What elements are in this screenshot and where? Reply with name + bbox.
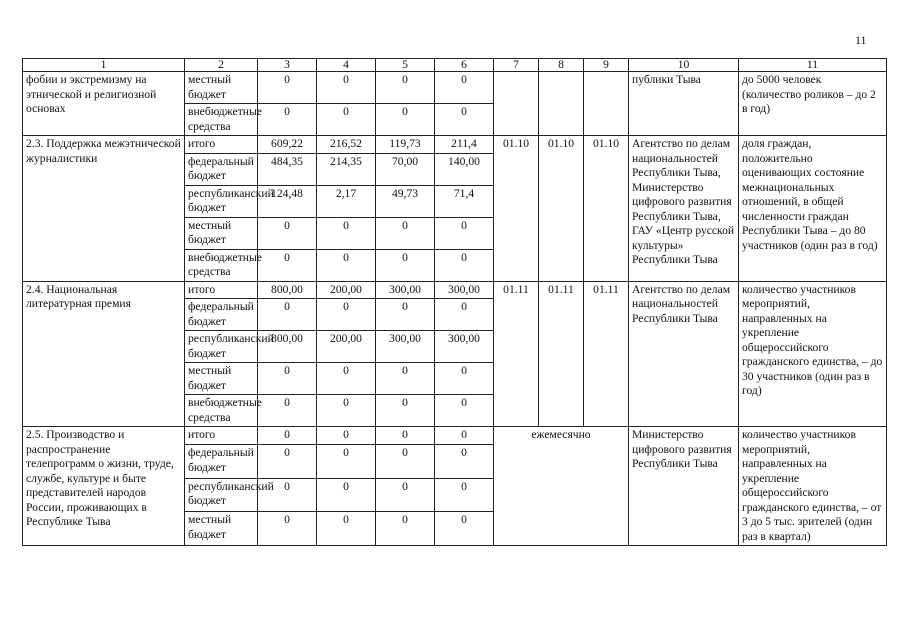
header-row	[23, 59, 887, 72]
col-header: 7	[494, 59, 539, 72]
amount-cell: 49,73	[376, 185, 435, 217]
date-cell: 01.11	[539, 281, 584, 427]
executor-cell: Агентство по делам национальностей Республики Тыва	[629, 281, 739, 427]
amount-cell: 0	[376, 217, 435, 249]
amount-cell: 0	[435, 427, 494, 445]
amount-cell: 0	[317, 445, 376, 479]
amount-cell: 0	[435, 217, 494, 249]
funding-source: федеральный бюджет	[185, 153, 258, 185]
amount-cell: 484,35	[258, 153, 317, 185]
amount-cell: 0	[376, 363, 435, 395]
funding-source: итого	[185, 281, 258, 299]
funding-source: итого	[185, 427, 258, 445]
funding-source: местный бюджет	[185, 512, 258, 546]
amount-cell: 140,00	[435, 153, 494, 185]
amount-cell: 0	[258, 445, 317, 479]
col-header: 1	[23, 59, 185, 72]
amount-cell: 0	[435, 478, 494, 512]
amount-cell: 0	[258, 72, 317, 104]
date-cell: 01.11	[584, 281, 629, 427]
amount-cell: 0	[258, 363, 317, 395]
amount-cell: 0	[317, 478, 376, 512]
date-cell	[494, 72, 539, 136]
amount-cell: 214,35	[317, 153, 376, 185]
amount-cell: 0	[376, 445, 435, 479]
amount-cell: 0	[317, 299, 376, 331]
col-header: 4	[317, 59, 376, 72]
amount-cell: 0	[435, 445, 494, 479]
measure-name: 2.3. Поддержка межэтнической журналистики	[23, 136, 185, 282]
indicator-cell: количество участников мероприятий, направленных на укрепление общероссийского гражданского единства, – до 30 участников (один раз в год)	[739, 281, 887, 427]
amount-cell: 71,4	[435, 185, 494, 217]
amount-cell: 216,52	[317, 136, 376, 154]
amount-cell: 0	[258, 512, 317, 546]
amount-cell: 200,00	[317, 281, 376, 299]
measure-name: фобии и экстремизму на этнической и религиозной основах	[23, 72, 185, 136]
amount-cell: 200,00	[317, 331, 376, 363]
amount-cell: 0	[317, 249, 376, 281]
amount-cell: 300,00	[435, 331, 494, 363]
executor-cell: Агентство по делам национальностей Республики Тыва, Министерство цифрового развития Республики Тыва, ГАУ «Центр русской культуры» Республики Тыва	[629, 136, 739, 282]
amount-cell: 0	[435, 512, 494, 546]
amount-cell: 800,00	[258, 331, 317, 363]
amount-cell: 0	[317, 512, 376, 546]
page-number: 11	[855, 33, 867, 47]
funding-source: федеральный бюджет	[185, 445, 258, 479]
amount-cell: 800,00	[258, 281, 317, 299]
funding-source: итого	[185, 136, 258, 154]
col-header: 11	[739, 59, 887, 72]
funding-source: местный бюджет	[185, 217, 258, 249]
amount-cell: 0	[376, 249, 435, 281]
amount-cell: 0	[435, 299, 494, 331]
period-cell: ежемесячно	[494, 427, 629, 546]
budget-table	[22, 58, 887, 546]
amount-cell: 0	[435, 72, 494, 104]
funding-source: республиканский бюджет	[185, 185, 258, 217]
funding-source: местный бюджет	[185, 72, 258, 104]
amount-cell: 0	[376, 72, 435, 104]
amount-cell: 0	[376, 512, 435, 546]
table-row	[23, 136, 887, 154]
amount-cell: 119,73	[376, 136, 435, 154]
col-header: 6	[435, 59, 494, 72]
date-cell: 01.10	[494, 136, 539, 282]
amount-cell: 300,00	[376, 331, 435, 363]
funding-source: внебюджетные средства	[185, 249, 258, 281]
measure-name: 2.5. Производство и распространение телепрограмм о жизни, труде, службе, культуре и быте представителей народов России, проживающих в Республике Тыва	[23, 427, 185, 546]
funding-source: внебюджетные средства	[185, 104, 258, 136]
amount-cell: 0	[258, 395, 317, 427]
indicator-cell: доля граждан, положительно оценивающих состояние межнациональных отношений, в общей численности граждан Республики Тыва – до 80 участников (один раз в год)	[739, 136, 887, 282]
amount-cell: 0	[376, 427, 435, 445]
amount-cell: 0	[317, 217, 376, 249]
funding-source: республиканский бюджет	[185, 478, 258, 512]
amount-cell: 2,17	[317, 185, 376, 217]
date-cell: 01.10	[584, 136, 629, 282]
amount-cell: 0	[258, 217, 317, 249]
amount-cell: 0	[376, 104, 435, 136]
col-header: 5	[376, 59, 435, 72]
amount-cell: 0	[317, 104, 376, 136]
amount-cell: 0	[435, 363, 494, 395]
col-header: 2	[185, 59, 258, 72]
amount-cell: 300,00	[435, 281, 494, 299]
amount-cell: 609,22	[258, 136, 317, 154]
amount-cell: 70,00	[376, 153, 435, 185]
amount-cell: 0	[258, 427, 317, 445]
col-header: 10	[629, 59, 739, 72]
table-row	[23, 427, 887, 445]
indicator-cell: до 5000 человек (количество роликов – до 2 в год)	[739, 72, 887, 136]
amount-cell: 0	[376, 478, 435, 512]
amount-cell: 0	[376, 299, 435, 331]
amount-cell: 0	[317, 363, 376, 395]
col-header: 8	[539, 59, 584, 72]
amount-cell: 0	[435, 249, 494, 281]
amount-cell: 0	[258, 249, 317, 281]
table-row	[23, 72, 887, 104]
amount-cell: 0	[258, 478, 317, 512]
amount-cell: 0	[435, 395, 494, 427]
amount-cell: 0	[258, 104, 317, 136]
amount-cell: 0	[435, 104, 494, 136]
date-cell	[584, 72, 629, 136]
table-row	[23, 281, 887, 299]
amount-cell: 124,48	[258, 185, 317, 217]
amount-cell: 0	[376, 395, 435, 427]
amount-cell: 300,00	[376, 281, 435, 299]
funding-source: федеральный бюджет	[185, 299, 258, 331]
executor-cell: Министерство цифрового развития Республики Тыва	[629, 427, 739, 546]
funding-source: местный бюджет	[185, 363, 258, 395]
amount-cell: 0	[317, 72, 376, 104]
executor-cell: публики Тыва	[629, 72, 739, 136]
indicator-cell: количество участников мероприятий, направленных на укрепление общероссийского гражданского единства, – от 3 до 5 тыс. зрителей (один раз в квартал)	[739, 427, 887, 546]
funding-source: республиканский бюджет	[185, 331, 258, 363]
date-cell: 01.10	[539, 136, 584, 282]
date-cell	[539, 72, 584, 136]
amount-cell: 0	[317, 427, 376, 445]
col-header: 9	[584, 59, 629, 72]
date-cell: 01.11	[494, 281, 539, 427]
measure-name: 2.4. Национальная литературная премия	[23, 281, 185, 427]
amount-cell: 0	[258, 299, 317, 331]
col-header: 3	[258, 59, 317, 72]
amount-cell: 0	[317, 395, 376, 427]
amount-cell: 211,4	[435, 136, 494, 154]
funding-source: внебюджетные средства	[185, 395, 258, 427]
